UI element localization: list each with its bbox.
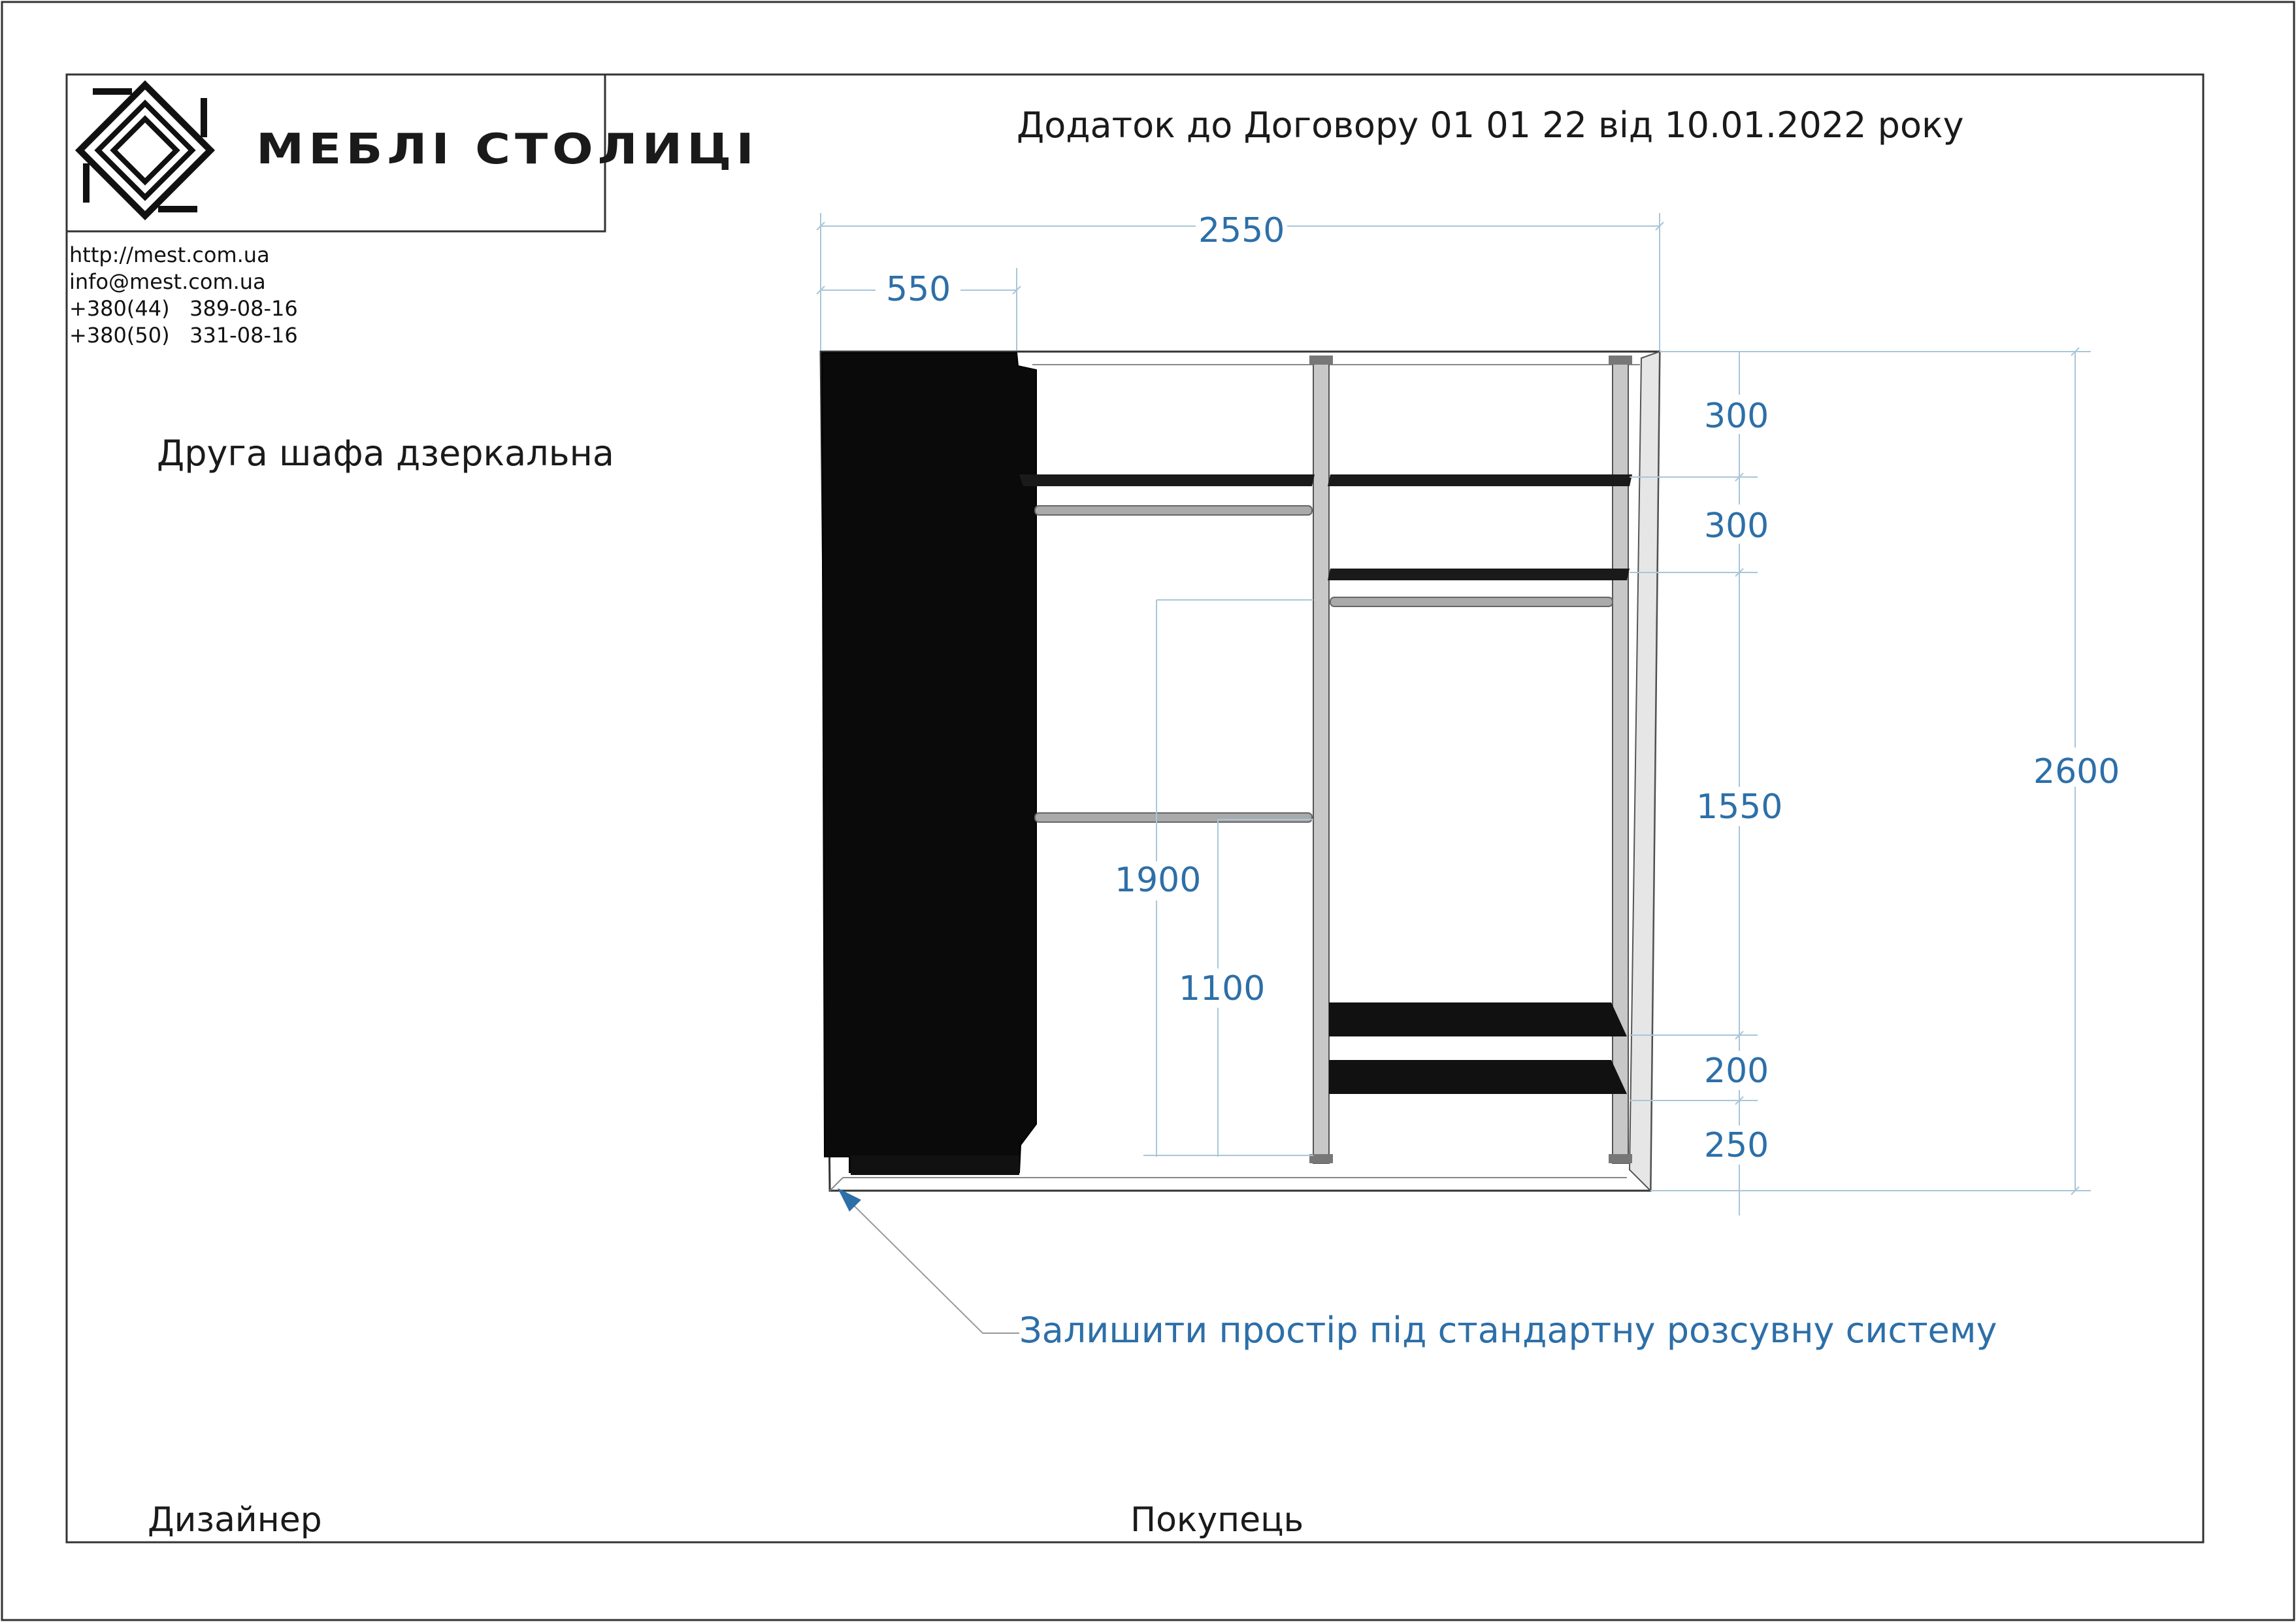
dim-right-hanging: 1550	[1696, 787, 1783, 827]
dim-total-width: 2550	[1198, 211, 1285, 250]
dim-top-gap-2: 300	[1704, 506, 1769, 546]
document-title: Додаток до Договору 01 01 22 від 10.01.2022 року	[1017, 105, 1964, 146]
dim-top-gap-1: 300	[1704, 397, 1769, 436]
contacts-block	[69, 242, 298, 349]
second-shelf-right	[1328, 569, 1630, 580]
dim-bottom-gap: 250	[1704, 1126, 1769, 1165]
middle-post-cap	[1309, 356, 1333, 365]
top-shelf-right	[1328, 474, 1632, 486]
dim-middle-hanging-short: 1100	[1179, 969, 1266, 1008]
sliding-system-note: Залишити простір під стандартну розсувну систему	[1019, 1310, 1997, 1351]
lower-shelf-2	[1329, 1060, 1627, 1094]
dim-total-height: 2600	[2033, 752, 2120, 791]
middle-post	[1313, 358, 1329, 1163]
left-section-plinth	[851, 1155, 1019, 1175]
lower-shelf-1	[1329, 1002, 1627, 1036]
drawing-subtitle: Друга шафа дзеркальна	[157, 433, 614, 474]
left-black-section	[822, 353, 1036, 1172]
left-lower-rod	[1035, 813, 1312, 822]
top-shelf-left	[1019, 474, 1315, 486]
contact-phone-2: +380(50) 331-08-16	[69, 323, 298, 348]
right-post-cap	[1609, 356, 1632, 365]
contact-phone-1: +380(44) 389-08-16	[69, 296, 298, 321]
dim-middle-hanging-long: 1900	[1115, 861, 1202, 900]
note-leader-line	[843, 1195, 1019, 1333]
brand-name: МЕБЛІ СТОЛИЦІ	[256, 125, 759, 174]
dim-left-section-width: 550	[886, 270, 951, 309]
right-rod	[1330, 597, 1613, 606]
wardrobe-drawing	[821, 352, 1660, 1191]
contact-website[interactable]: http://mest.com.ua	[69, 242, 270, 267]
left-upper-rod	[1035, 506, 1312, 515]
dim-lower-gap: 200	[1704, 1051, 1769, 1091]
logo-emblem-icon	[80, 85, 210, 216]
designer-label: Дизайнер	[148, 1500, 322, 1540]
right-post-foot	[1609, 1154, 1632, 1163]
buyer-label: Покупець	[1130, 1500, 1304, 1540]
contact-email[interactable]: info@mest.com.ua	[69, 269, 266, 294]
